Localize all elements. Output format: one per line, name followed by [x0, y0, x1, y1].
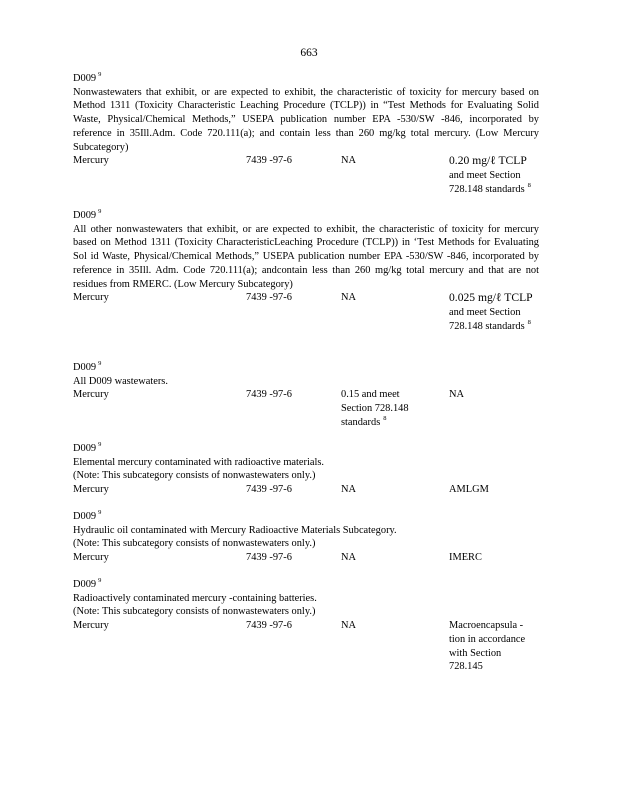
waste-entry-2 — [73, 207, 539, 332]
table-row — [73, 291, 539, 332]
cas-number: 7439 -97-6 — [246, 155, 292, 167]
table-row — [73, 619, 539, 673]
subcategory-description: All D009 wastewaters. — [73, 375, 168, 387]
subcategory-description: Radioactively contaminated mercury -containing batteries. — [73, 592, 317, 604]
waste-entry-5 — [73, 510, 539, 565]
nonwastewater-standard: 0.20 mg/ℓ TCLP and meet Section 728.148 standards $^8$ — [449, 154, 531, 195]
code-footnote: 9 — [98, 359, 102, 367]
subcategory-description: Hydraulic oil contaminated with Mercury Radioactive Materials Subcategory. — [73, 524, 397, 536]
constituent: Mercury — [73, 484, 109, 496]
subcategory-note: (Note: This subcategory consists of nonwastewaters only.) — [73, 538, 316, 550]
constituent: Mercury — [73, 620, 109, 632]
constituent: Mercury — [73, 552, 109, 564]
standard-footnote: 8 — [527, 319, 531, 327]
subcategory-note: (Note: This subcategory consists of nonwastewaters only.) — [73, 606, 316, 618]
nonwastewater-standard: AMLGM — [449, 484, 489, 496]
waste-code: D009 $^9$ — [73, 207, 102, 221]
code-footnote: 9 — [98, 440, 102, 448]
nonwastewater-standard: IMERC — [449, 552, 482, 564]
table-row — [73, 551, 539, 565]
subcategory-description: Elemental mercury contaminated with radioactive materials. — [73, 456, 325, 468]
wastewater-standard: NA — [341, 620, 357, 632]
table-row — [73, 154, 539, 195]
wastewater-standard: 0.15 and meet Section 728.148 standards $^8$ — [341, 389, 409, 428]
waste-code: D009 $^9$ — [73, 440, 102, 454]
waste-code: D009 $^9$ — [73, 576, 102, 590]
subcategory-description: Nonwastewaters that exhibit, or are expected to exhibit, the characteristic of toxicity for mercury based on Method 1311 (Toxicity Characteristic Leaching Procedure (TCLP)) in “Test Methods for Evaluating Solid Waste, Physical/Chemical Methods,” USEPA publication number EPA -530/SW -846, incorporated by reference in 35Ill.Adm. Code 720.111(a); and contain less than 260 mg/kg total mercury. (Low Mercury Subcategory) — [73, 86, 539, 153]
waste-entry-3 — [73, 359, 539, 428]
code-footnote: 9 — [98, 508, 102, 516]
subcategory-note: (Note: This subcategory consists of nonwastewaters only.) — [73, 470, 316, 482]
subcategory-description: All other nonwastewaters that exhibit, or are expected to exhibit, the characteristic of toxicity for mercury based on Method 1311 (Toxicity CharacteristicLeaching Procedure (TCLP)) in ‘Test Methods for Evaluating Sol id Waste, Physical/Chemical Methods,” USEPA publication number EPA -530/SW -846, incorporated by reference in 35Ill. Adm. Code 720.111(a); andcontain less than 260 mg/kg total mercury and that are not residues from RMERC. (Low Mercury Subcategory) — [73, 223, 539, 290]
waste-code: D009 $^9$ — [73, 70, 102, 84]
page-number: 663 — [300, 47, 318, 59]
standard-footnote: 8 — [383, 415, 387, 423]
constituent: Mercury — [73, 389, 109, 401]
wastewater-standard: NA — [341, 155, 357, 167]
waste-entry-6 — [73, 576, 539, 673]
code-footnote: 9 — [98, 576, 102, 584]
waste-code: D009 $^9$ — [73, 508, 102, 522]
nonwastewater-standard: NA — [449, 389, 465, 401]
constituent: Mercury — [73, 155, 109, 167]
wastewater-standard: NA — [341, 552, 357, 564]
cas-number: 7439 -97-6 — [246, 552, 292, 564]
cas-number: 7439 -97-6 — [246, 484, 292, 496]
cas-number: 7439 -97-6 — [246, 620, 292, 632]
wastewater-standard: NA — [341, 484, 357, 496]
table-row — [73, 388, 539, 428]
constituent: Mercury — [73, 292, 109, 304]
code-footnote: 9 — [98, 70, 102, 78]
waste-code: D009 $^9$ — [73, 359, 102, 373]
nonwastewater-standard: Macroencapsula - tion in accordance with Section 728.145 — [449, 620, 526, 673]
code-footnote: 9 — [98, 207, 102, 215]
wastewater-standard: NA — [341, 292, 357, 304]
cas-number: 7439 -97-6 — [246, 389, 292, 401]
cas-number: 7439 -97-6 — [246, 292, 292, 304]
waste-entry-1 — [73, 70, 539, 195]
table-row — [73, 483, 539, 497]
waste-entry-4 — [73, 442, 539, 497]
nonwastewater-standard: 0.025 mg/ℓ TCLP and meet Section 728.148 standards $^8$ — [449, 291, 533, 332]
standard-footnote: 8 — [527, 182, 531, 190]
